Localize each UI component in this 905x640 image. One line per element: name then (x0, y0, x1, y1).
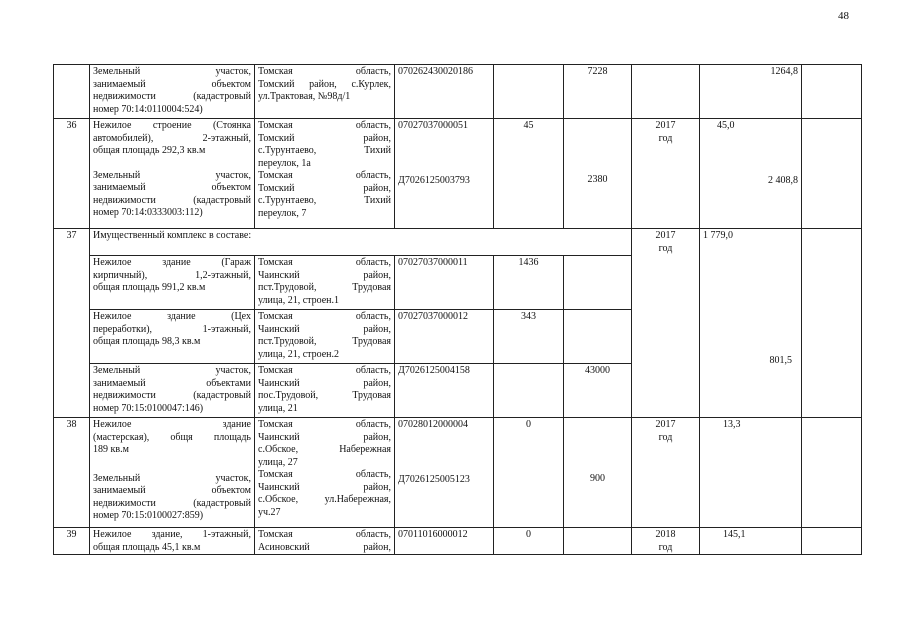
complex-header-cell: Имущественный комплекс в составе: (90, 229, 632, 256)
cadastral-code-cell: 07027037000011 (395, 256, 494, 310)
object-name-cell: Нежилое здание (Цех переработки), 1-этажный, общая площадь 98,3 кв.м (90, 310, 255, 364)
value-cell: 1264,8 (700, 65, 802, 119)
object-name-cell: Нежилое здание, 1-этажный, общая площадь 45,1 кв.м (90, 528, 255, 555)
land-area-cell (564, 528, 632, 555)
object-name-cell: Земельный участок, занимаемый объектом недвижимости (кадастровый номер 70:14:0110004:524) (90, 65, 255, 119)
address-cell: Томская область, Чаинский район, пст.Трудовой, Трудовая улица, 21, строен.2 (255, 310, 395, 364)
address-cell: Томская область, Чаинский район, с.Обское, Набережная улица, 27 Томская область, Чаинский район, с.Обское, ул.Набережная, уч.27 (255, 418, 395, 528)
cadastral-code-cell: 07011016000012 (395, 528, 494, 555)
object-name-cell: Нежилое здание (мастерская), общя площадь 189 кв.м Земельный участок, занимаемый объектом недвижимости (кадастровый номер 70:15:0100027:859) (90, 418, 255, 528)
address-cell: Томская область, Чаинский район, пос.Трудовой, Трудовая улица, 21 (255, 364, 395, 418)
building-area-cell: 343 (494, 310, 564, 364)
year-cell (632, 65, 700, 119)
building-area-cell: 45 (494, 119, 564, 229)
address-cell: Томская область, Чаинский район, пст.Трудовой, Трудовая улица, 21, строен.1 (255, 256, 395, 310)
note-cell (802, 229, 862, 418)
year-cell: 2017 год (632, 229, 700, 418)
building-area-cell (494, 65, 564, 119)
building-area-cell (494, 364, 564, 418)
note-cell (802, 528, 862, 555)
year-cell: 2017 год (632, 119, 700, 229)
row-number-cell: 37 (54, 229, 90, 418)
page-number: 48 (838, 10, 849, 22)
note-cell (802, 65, 862, 119)
land-area-cell (564, 256, 632, 310)
address-cell: Томская область, Асиновский район, (255, 528, 395, 555)
table-row (54, 528, 862, 555)
land-area-cell: 43000 (564, 364, 632, 418)
object-name-cell: Нежилое строение (Стоянка автомобилей), 2-этажный, общая площадь 292,3 кв.м Земельный участок, занимаемый объектом недвижимости (кадастровый номер 70:14:0333003:112) (90, 119, 255, 229)
value-cell: 145,1 (700, 528, 802, 555)
land-area-cell: 7228 (564, 65, 632, 119)
cadastral-code-cell: 07028012000004 Д7026125005123 (395, 418, 494, 528)
year-cell: 2018 год (632, 528, 700, 555)
cadastral-code-cell: 07027037000051 Д7026125003793 (395, 119, 494, 229)
table-row (54, 119, 862, 229)
table-row (54, 65, 862, 119)
cadastral-code-cell: Д7026125004158 (395, 364, 494, 418)
year-cell: 2017 год (632, 418, 700, 528)
address-cell: Томская область, Томский район, с.Курлек, ул.Трактовая, №98д/1 (255, 65, 395, 119)
row-number-cell: 36 (54, 119, 90, 229)
cadastral-code-cell: 070262430020186 (395, 65, 494, 119)
address-cell: Томская область, Томский район, с.Турунтаево, Тихий переулок, 1а Томская область, Томский район, с.Турунтаево, Тихий переулок, 7 (255, 119, 395, 229)
value-cell: 45,0 2 408,8 (700, 119, 802, 229)
table-row (54, 229, 862, 256)
land-area-cell: 900 (564, 418, 632, 528)
building-area-cell: 0 (494, 418, 564, 528)
property-table (53, 64, 862, 555)
row-number-cell (54, 65, 90, 119)
object-name-cell: Нежилое здание (Гараж кирпичный), 1,2-этажный, общая площадь 991,2 кв.м (90, 256, 255, 310)
object-name-cell: Земельный участок, занимаемый объектами недвижимости (кадастровый номер 70:15:0100047:146) (90, 364, 255, 418)
row-number-cell: 38 (54, 418, 90, 528)
land-area-cell (564, 310, 632, 364)
value-cell: 1 779,0 801,5 (700, 229, 802, 418)
table-row (54, 418, 862, 528)
note-cell (802, 119, 862, 229)
cadastral-code-cell: 07027037000012 (395, 310, 494, 364)
value-cell: 13,3 (700, 418, 802, 528)
building-area-cell: 0 (494, 528, 564, 555)
note-cell (802, 418, 862, 528)
land-area-cell: 2380 (564, 119, 632, 229)
building-area-cell: 1436 (494, 256, 564, 310)
row-number-cell: 39 (54, 528, 90, 555)
